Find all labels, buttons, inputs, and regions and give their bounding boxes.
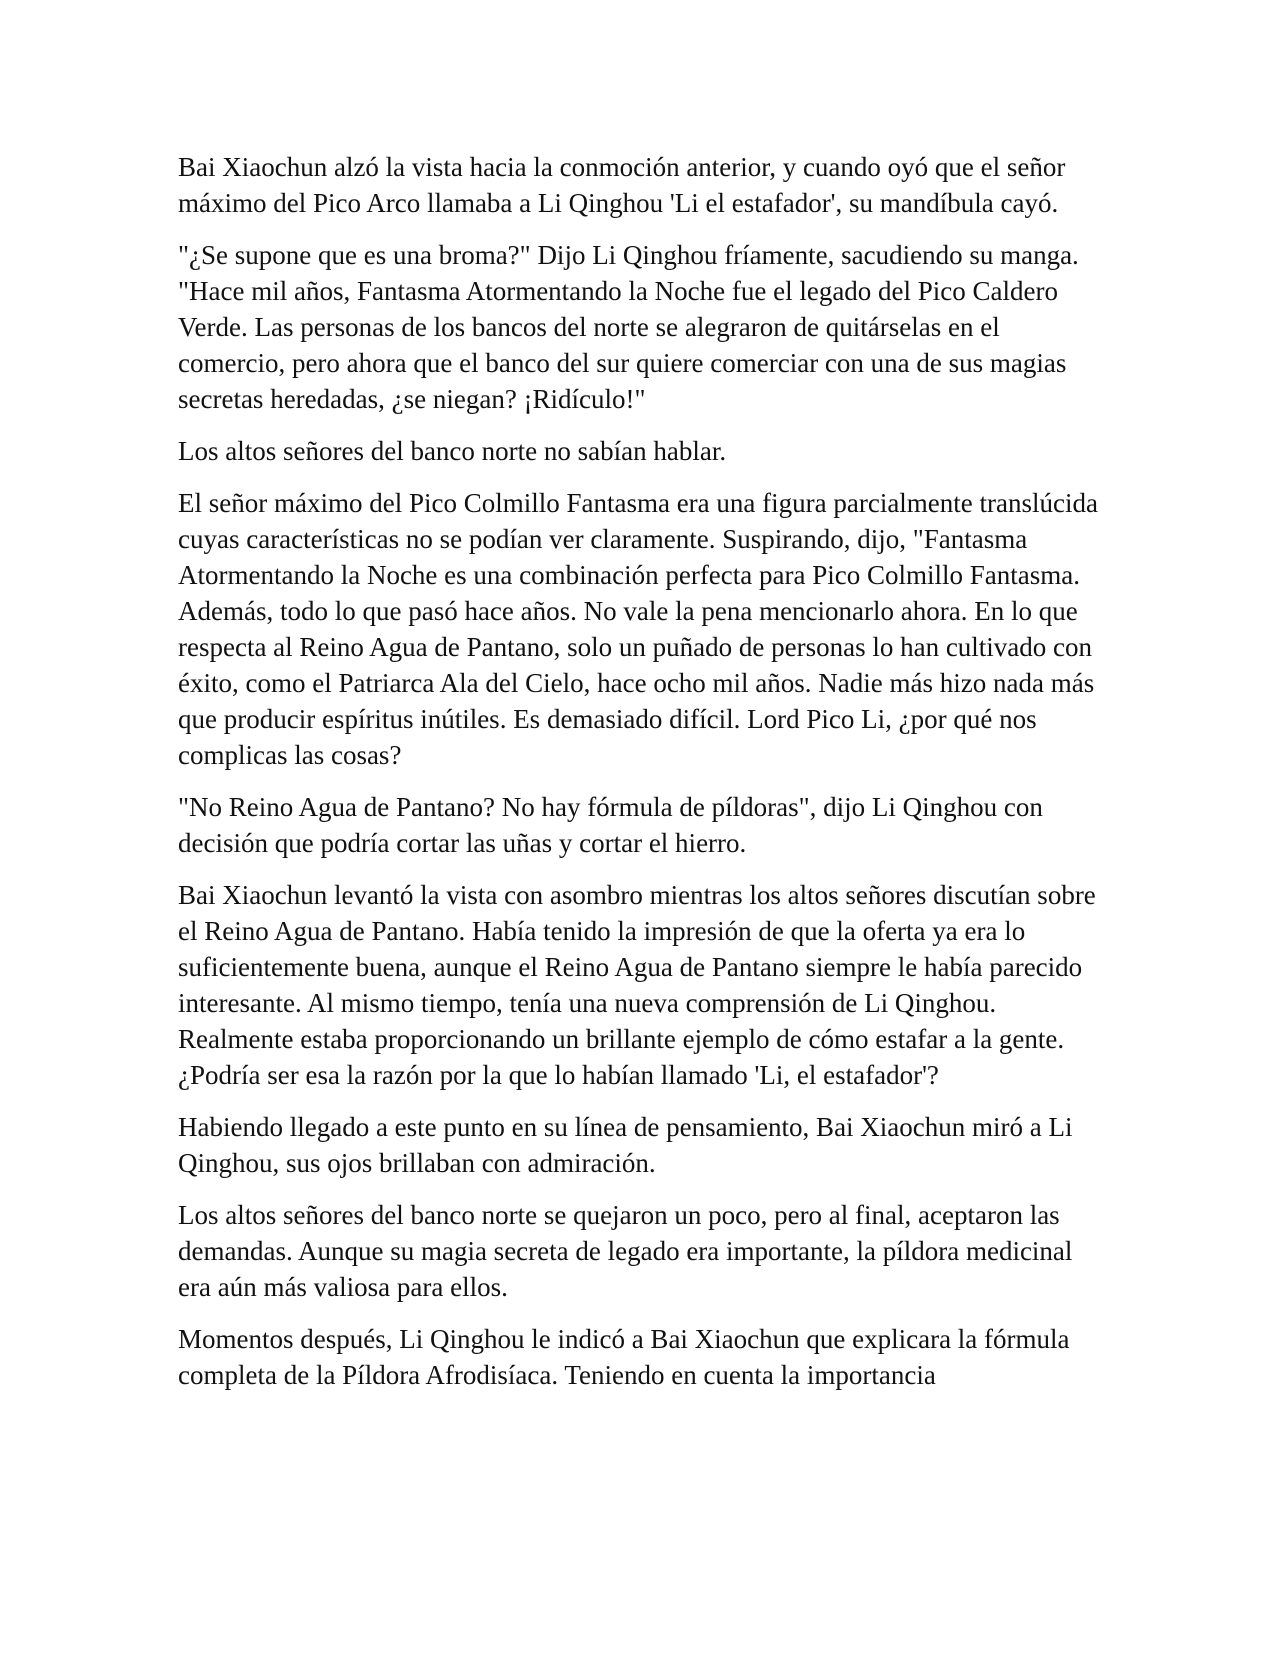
paragraph: Momentos después, Li Qinghou le indicó a Bai Xiaochun que explicara la fórmula completa de la Píldora Afrodisíaca. Teniendo en cuenta la importancia xyxy=(178,1324,1070,1390)
paragraph: Los altos señores del banco norte no sabían hablar. xyxy=(178,436,727,466)
document-body xyxy=(178,149,1108,1409)
paragraph: Habiendo llegado a este punto en su línea de pensamiento, Bai Xiaochun miró a Li Qinghou, sus ojos brillaban con admiración. xyxy=(178,1112,1073,1178)
paragraph: Los altos señores del banco norte se quejaron un poco, pero al final, aceptaron las demandas. Aunque su magia secreta de legado era importante, la píldora medicinal era aún más valiosa para ellos. xyxy=(178,1200,1073,1302)
paragraph: Bai Xiaochun levantó la vista con asombro mientras los altos señores discutían sobre el Reino Agua de Pantano. Había tenido la impresión de que la oferta ya era lo suficientemente buena, aunque el Reino Agua de Pantano siempre le había parecido interesante. Al mismo tiempo, tenía una nueva comprensión de Li Qinghou. Realmente estaba proporcionando un brillante ejemplo de cómo estafar a la gente. ¿Podría ser esa la razón por la que lo habían llamado 'Li, el estafador'? xyxy=(178,880,1096,1090)
paragraph: "No Reino Agua de Pantano? No hay fórmula de píldoras", dijo Li Qinghou con decisión que podría cortar las uñas y cortar el hierro. xyxy=(178,792,1043,858)
paragraph: "¿Se supone que es una broma?" Dijo Li Qinghou fríamente, sacudiendo su manga. "Hace mil años, Fantasma Atormentando la Noche fue el legado del Pico Caldero Verde. Las personas de los bancos del norte se alegraron de quitárselas en el comercio, pero ahora que el banco del sur quiere comerciar con una de sus magias secretas heredadas, ¿se niegan? ¡Ridículo!" xyxy=(178,240,1079,414)
paragraph: Bai Xiaochun alzó la vista hacia la conmoción anterior, y cuando oyó que el señor máximo del Pico Arco llamaba a Li Qinghou 'Li el estafador', su mandíbula cayó. xyxy=(178,152,1066,218)
paragraph: El señor máximo del Pico Colmillo Fantasma era una figura parcialmente translúcida cuyas características no se podían ver claramente. Suspirando, dijo, "Fantasma Atormentando la Noche es una combinación perfecta para Pico Colmillo Fantasma. Además, todo lo que pasó hace años. No vale la pena mencionarlo ahora. En lo que respecta al Reino Agua de Pantano, solo un puñado de personas lo han cultivado con éxito, como el Patriarca Ala del Cielo, hace ocho mil años. Nadie más hizo nada más que producir espíritus inútiles. Es demasiado difícil. Lord Pico Li, ¿por qué nos complicas las cosas? xyxy=(178,488,1098,770)
